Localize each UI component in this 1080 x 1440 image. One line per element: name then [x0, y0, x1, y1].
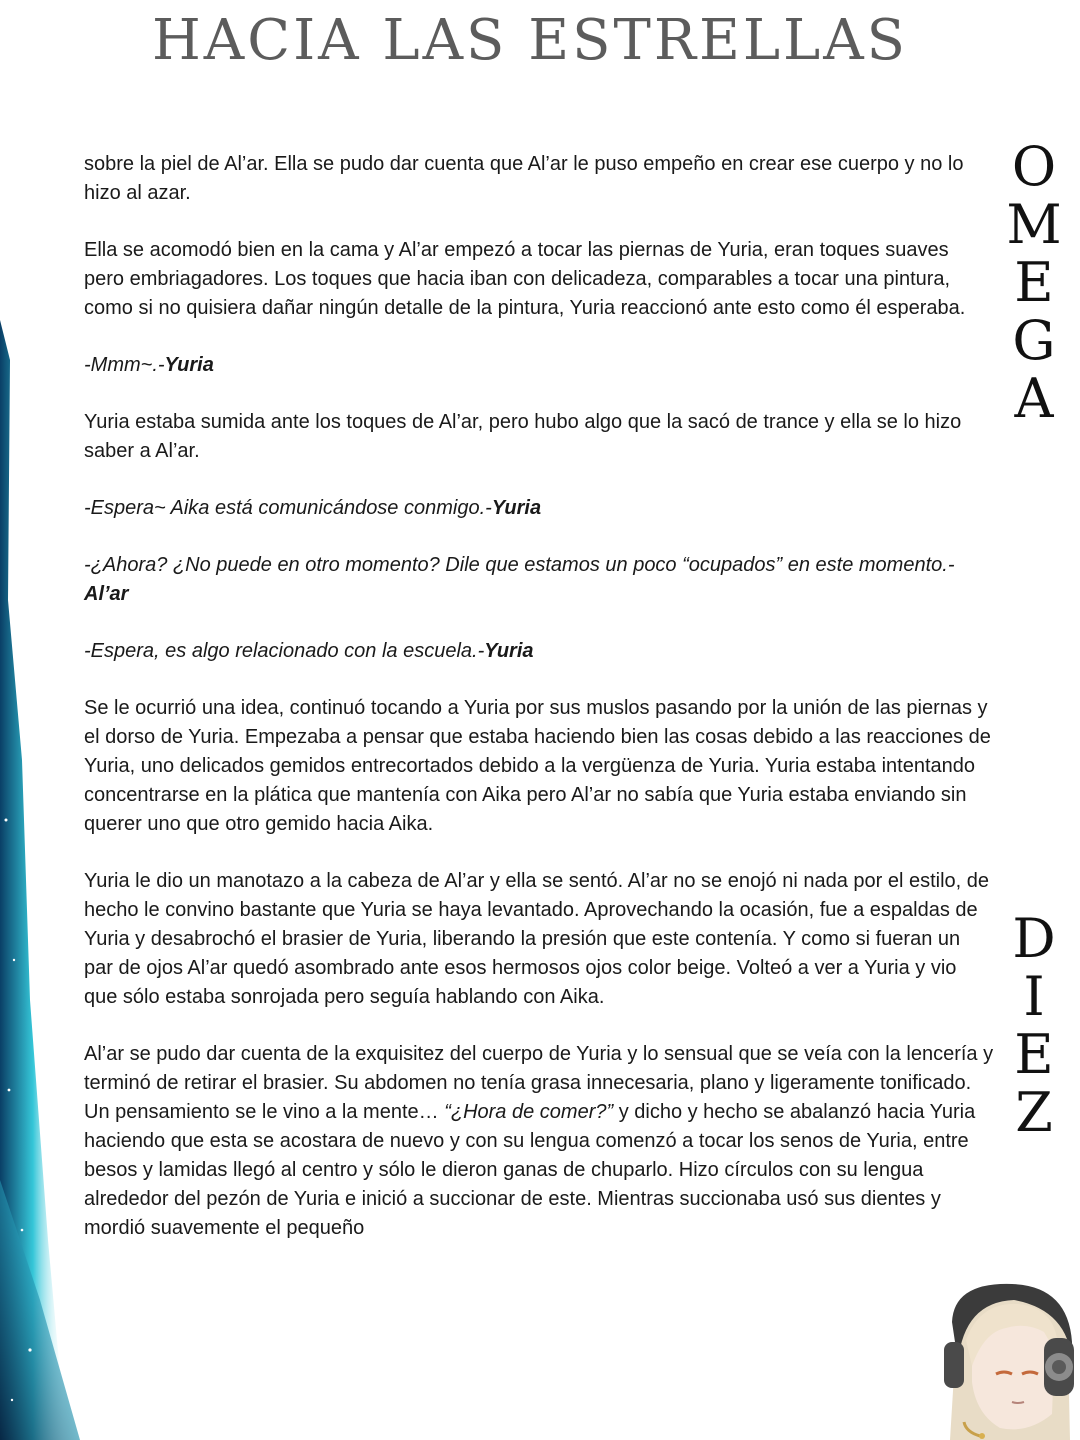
- letter-g: G: [1012, 309, 1056, 372]
- dialogue-4: [84, 637, 994, 666]
- paragraph-4: Se le ocurrió una idea, continuó tocando a Yuria por sus muslos pasando por la unión de las piernas y el dorso de Yuria. Empezaba a pensar que estaba haciendo bien las cosas debido a las reacciones de Yuria, uno delicados gemidos entrecortados debido a la vergüenza de Yuria. Yuria estaba intentando concentrarse en la plática que mantenía con Aika pero Al’ar no sabía que Yuria estaba enviando sin querer uno que otro gemido hacia Aika.: [84, 697, 991, 835]
- paragraph-6-start: Al’ar se pudo dar cuenta de la exquisitez del cuerpo de Yuria y lo sensual que se veía con la lencería y terminó de retirar el brasier. Su abdomen no tenía grasa innecesaria, plano y ligeramente tonificado. Un pensamiento se le vino a la mente…: [84, 1043, 994, 1123]
- letter-z: Z: [1015, 1081, 1053, 1144]
- speaker-name: Yuria: [164, 354, 214, 376]
- letter-o: O: [1011, 135, 1057, 198]
- paragraph-6: [84, 1040, 994, 1243]
- story-text: [84, 150, 994, 1243]
- dialogue-2: [84, 494, 994, 523]
- letter-i: I: [1023, 965, 1045, 1028]
- page-title: HACIA LAS ESTRELLAS: [151, 8, 909, 73]
- paragraph-3: Yuria estaba sumida ante los toques de Al’ar, pero hubo algo que la sacó de trance y ella se lo hizo saber a Al’ar.: [84, 411, 962, 462]
- dialogue-text: -¿Ahora? ¿No puede en otro momento? Dile que estamos un poco “ocupados” en este momento.-: [84, 554, 955, 576]
- speaker-name: Yuria: [484, 640, 534, 662]
- paragraph-5: Yuria le dio un manotazo a la cabeza de Al’ar y ella se sentó. Al’ar no se enojó ni nada por el estilo, de hecho le convino bastante que Yuria se haya levantado. Aprovechando la ocasión, fue a espaldas de Yuria y desabrochó el brasier de Yuria, liberando la presión que este contenía. Y como si fueran un par de ojos Al’ar quedó asombrado ante esos hermosos ojos color beige. Volteó a ver a Yuria y vio que sólo estaba sonrojada pero seguía hablando con Aika.: [84, 870, 990, 1008]
- galaxy-border-decoration: [0, 0, 80, 1440]
- speaker-name: Al’ar: [84, 583, 129, 605]
- letter-e: E: [1014, 1023, 1054, 1086]
- dialogue-text: -Mmm~.-: [84, 354, 165, 376]
- letter-d: D: [1012, 907, 1056, 970]
- dialogue-text: -Espera~ Aika está comunicándose conmigo.-: [84, 497, 492, 519]
- speaker-name: Yuria: [491, 497, 542, 519]
- dialogue-text: -Espera, es algo relacionado con la escuela.-: [84, 640, 485, 662]
- vertical-word-diez: [992, 907, 1076, 1144]
- paragraph-6-end: y dicho y hecho se abalanzó hacia Yuria haciendo que esta se acostara de nuevo y con su lengua comenzó a tocar los senos de Yuria, entre besos y lamidas llegó al centro y sólo le dieron ganas de chuparlo. Hizo círculos con su lengua alrededor del pezón de Yuria e inició a succionar de este. Mientras succionaba usó sus dientes y mordió suavemente el pequeño: [84, 1101, 976, 1239]
- paragraph-2: Ella se acomodó bien en la cama y Al’ar empezó a tocar las piernas de Yuria, eran toques suaves pero embriagadores. Los toques que hacia iban con delicadeza, comparables a tocar una pintura, como si no quisiera dañar ningún detalle de la pintura, Yuria reaccionó ante esto como él esperaba.: [84, 239, 966, 319]
- vertical-word-omega: [992, 135, 1076, 430]
- paragraph-6-thought: “¿Hora de comer?”: [444, 1101, 614, 1123]
- dialogue-3: [84, 551, 994, 609]
- character-avatar-icon: [936, 1282, 1080, 1440]
- letter-a: A: [1014, 367, 1054, 430]
- letter-e: E: [1014, 251, 1054, 314]
- letter-m: M: [1006, 193, 1062, 256]
- paragraph-1: sobre la piel de Al’ar. Ella se pudo dar cuenta que Al’ar le puso empeño en crear ese cuerpo y no lo hizo al azar.: [84, 153, 964, 204]
- dialogue-1: [84, 351, 994, 380]
